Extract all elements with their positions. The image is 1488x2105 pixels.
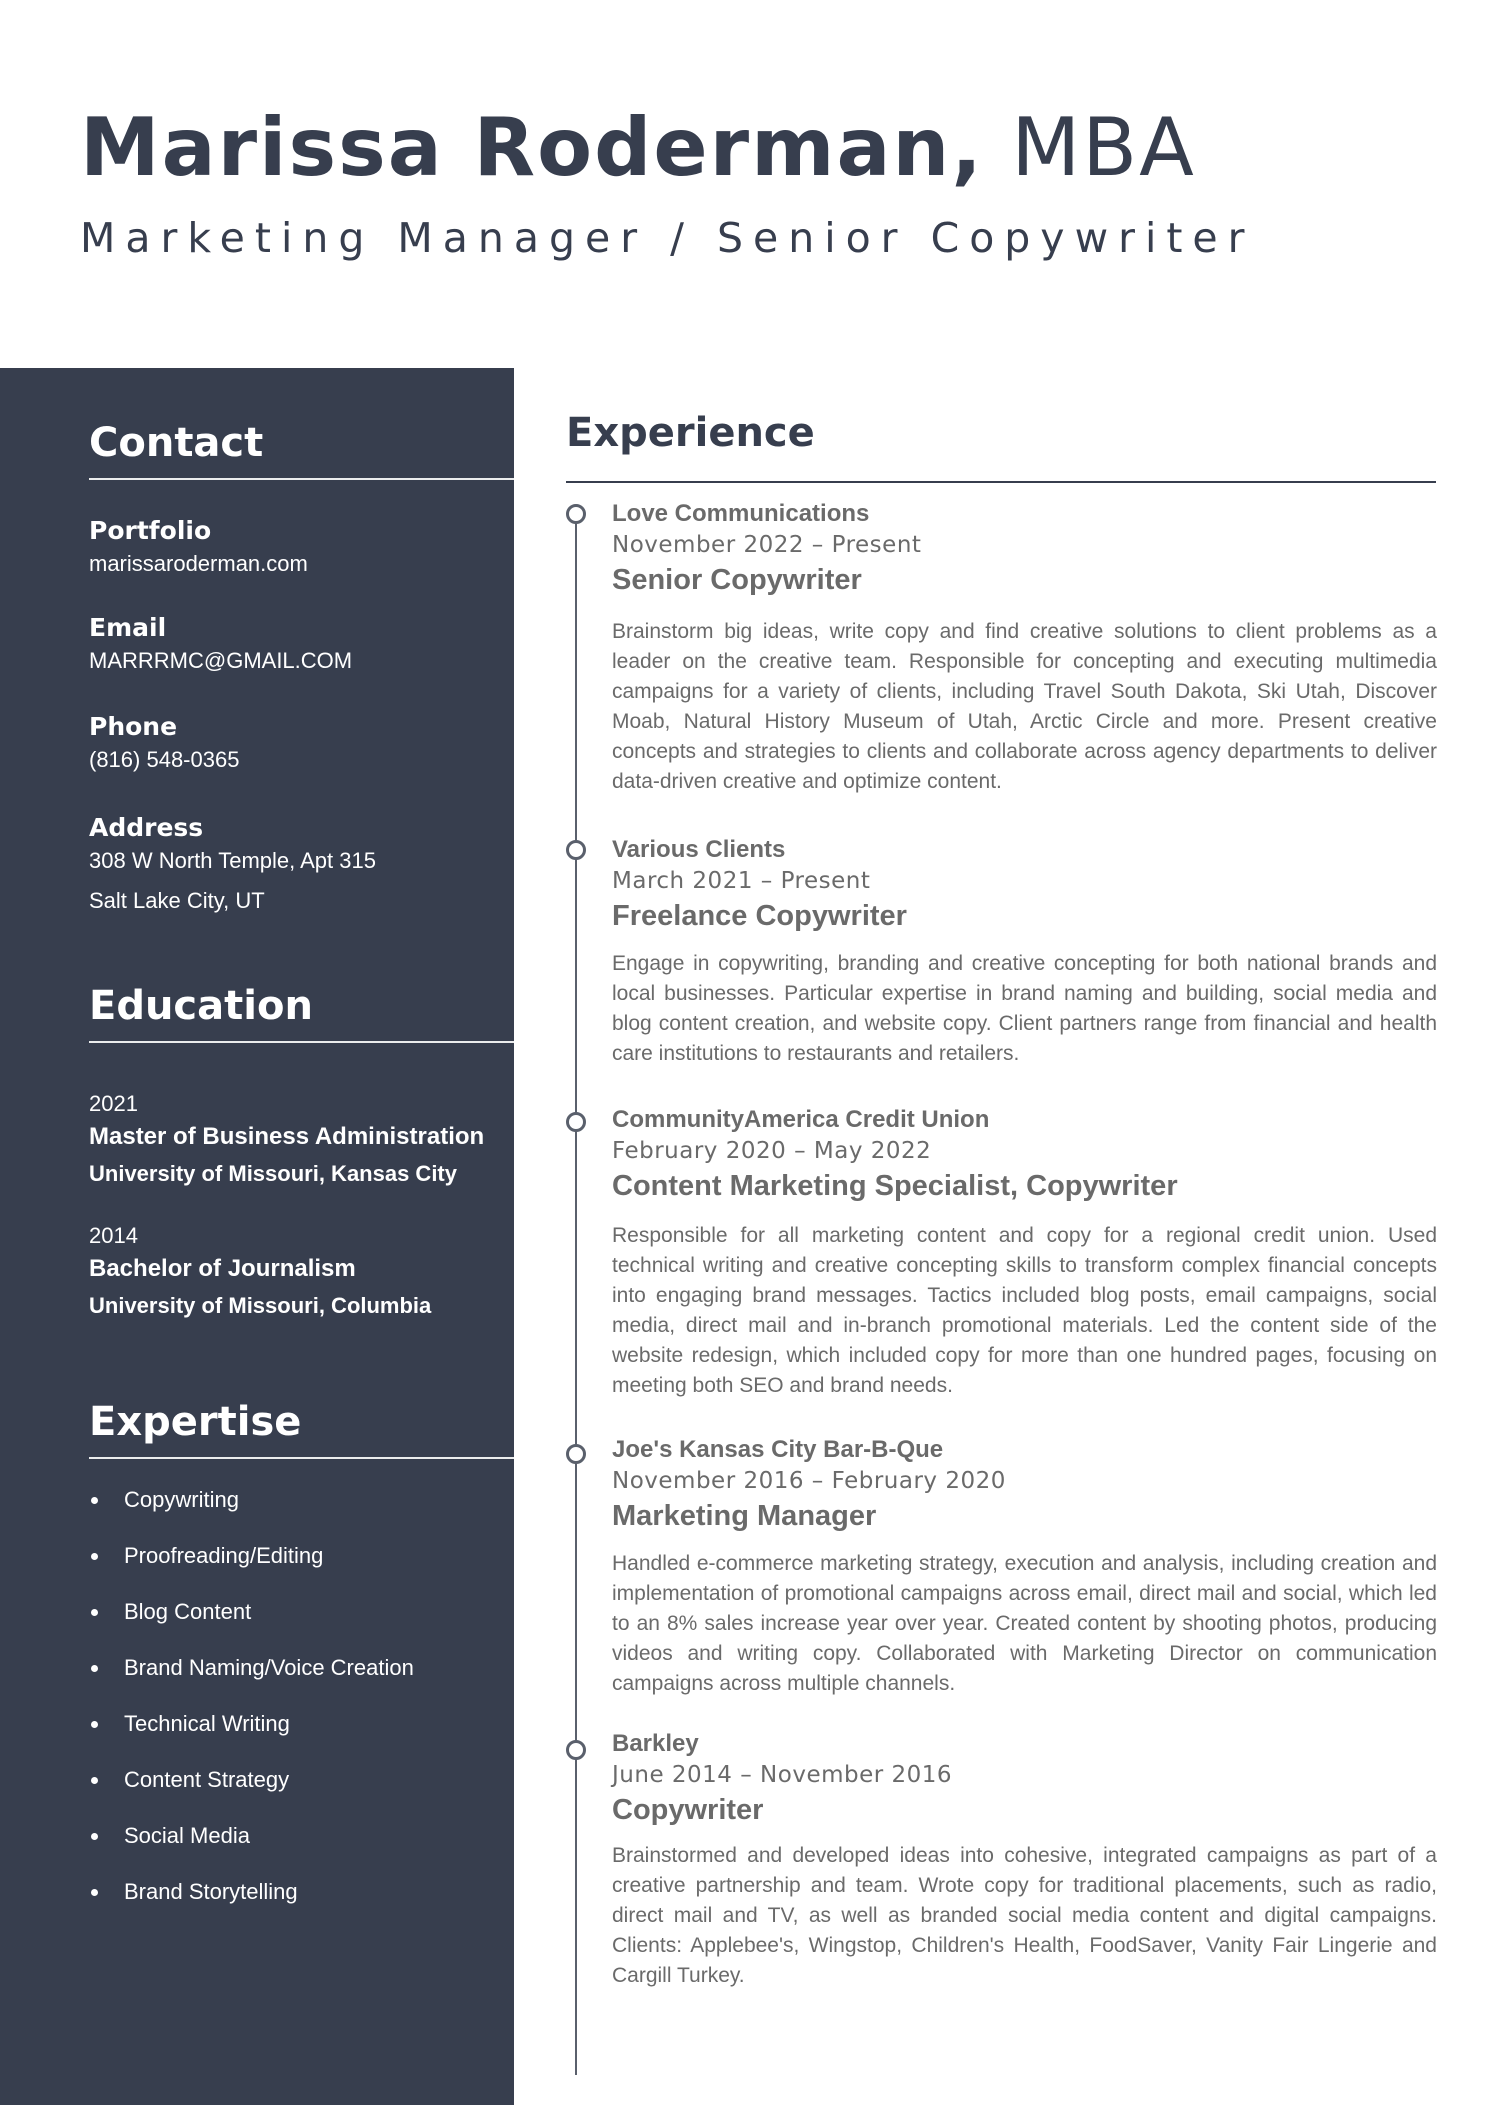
job-description: Responsible for all marketing content and copy for a regional credit union. Used technical writing and creative concepting skills to transform complex financial concepts into engaging brand messages. Tactics included blog posts, email campaigns, social media, direct mail and in-branch promotional materials. Led the content side of the website redesign, which included copy for more than one hundred pages, focusing on meeting both SEO and brand needs. <box>612 1224 1437 1397</box>
education-degree: Master of Business Administration <box>89 1123 485 1150</box>
bullet-icon <box>91 1665 98 1672</box>
job-role: Marketing Manager <box>612 1500 877 1532</box>
contact-portfolio <box>89 516 514 577</box>
bullet-icon <box>91 1553 98 1560</box>
job-role: Copywriter <box>612 1794 764 1826</box>
expertise-item-label: Content Strategy <box>124 1767 290 1792</box>
bullet-icon <box>91 1889 98 1896</box>
email-label: Email <box>89 613 167 642</box>
experience-item <box>612 1730 1437 1991</box>
portfolio-label: Portfolio <box>89 516 212 545</box>
expertise-heading: Expertise <box>89 1399 302 1445</box>
bullet-icon <box>91 1609 98 1616</box>
timeline-node-icon <box>566 504 586 524</box>
job-role: Senior Copywriter <box>612 564 862 596</box>
name-text: Marissa Roderman, <box>80 101 984 194</box>
bullet-icon <box>91 1833 98 1840</box>
address-label: Address <box>89 813 204 842</box>
job-title: Marketing Manager / Senior Copywriter <box>80 214 1255 262</box>
job-company: CommunityAmerica Credit Union <box>612 1106 990 1133</box>
job-description: Handled e-commerce marketing strategy, execution and analysis, including creation and implementation of promotional campaigns across email, direct mail and social, which led to an 8% sales increase year over year. Created content by shooting photos, producing videos and writing copy. Collaborated with Marketing Director on communication campaigns across multiple channels. <box>612 1552 1437 1695</box>
expertise-item-label: Brand Naming/Voice Creation <box>124 1655 414 1680</box>
timeline-node-icon <box>566 840 586 860</box>
contact-divider <box>89 478 514 480</box>
experience-heading: Experience <box>566 410 815 456</box>
job-dates: June 2014 – November 2016 <box>612 1762 953 1788</box>
contact-heading: Contact <box>89 420 264 466</box>
candidate-name <box>80 101 1420 194</box>
expertise-item-label: Brand Storytelling <box>124 1879 298 1904</box>
education-divider <box>89 1041 514 1043</box>
education-heading: Education <box>89 983 313 1029</box>
timeline-line <box>575 515 577 2075</box>
phone-label: Phone <box>89 712 178 741</box>
education-section <box>89 983 514 1319</box>
expertise-item-label: Technical Writing <box>124 1711 290 1736</box>
bullet-icon <box>91 1497 98 1504</box>
expertise-item-label: Proofreading/Editing <box>124 1543 324 1568</box>
expertise-item-label: Blog Content <box>124 1599 252 1624</box>
job-description: Brainstorm big ideas, write copy and find creative solutions to client problems as a leader on the creative team. Responsible for concepting and executing multimedia campaigns for a variety of clients, including Travel South Dakota, Ski Utah, Discover Moab, Natural History Museum of Utah, Arctic Circle and more. Present creative concepts and strategies to clients and collaborate across agency departments to deliver data-driven creative and optimize content. <box>612 620 1437 793</box>
expertise-item <box>89 1823 514 1849</box>
education-degree: Bachelor of Journalism <box>89 1255 356 1282</box>
sidebar <box>0 368 514 2105</box>
job-company: Love Communications <box>612 500 870 527</box>
job-company: Various Clients <box>612 836 786 863</box>
education-school: University of Missouri, Columbia <box>89 1293 432 1318</box>
portfolio-value[interactable]: marissaroderman.com <box>89 551 308 576</box>
expertise-item <box>89 1767 514 1793</box>
experience-item <box>612 1436 1437 1699</box>
expertise-item-label: Social Media <box>124 1823 250 1848</box>
job-dates: November 2016 – February 2020 <box>612 1468 1006 1494</box>
experience-item <box>612 500 1437 797</box>
resume-header <box>80 101 1420 262</box>
bullet-icon <box>91 1777 98 1784</box>
expertise-list <box>89 1487 514 1905</box>
contact-email <box>89 613 514 674</box>
job-dates: February 2020 – May 2022 <box>612 1138 932 1164</box>
job-dates: March 2021 – Present <box>612 868 871 894</box>
education-year: 2021 <box>89 1091 138 1116</box>
expertise-item <box>89 1711 514 1737</box>
education-school: University of Missouri, Kansas City <box>89 1161 457 1186</box>
expertise-divider <box>89 1457 514 1459</box>
timeline-node-icon <box>566 1112 586 1132</box>
credential: MBA <box>1011 101 1196 194</box>
bullet-icon <box>91 1721 98 1728</box>
job-company: Joe's Kansas City Bar-B-Que <box>612 1436 944 1463</box>
contact-address <box>89 813 514 914</box>
experience-section <box>566 410 1436 456</box>
address-line2: Salt Lake City, UT <box>89 888 265 913</box>
job-description: Engage in copywriting, branding and creative concepting for both national brands and local businesses. Particular expertise in brand naming and building, social media and blog content creation, and website copy. Client partners range from financial and health care institutions to restaurants and retailers. <box>612 952 1437 1065</box>
expertise-item-label: Copywriting <box>124 1487 239 1512</box>
email-value[interactable]: MARRRMC@GMAIL.COM <box>89 648 353 673</box>
education-item <box>89 1091 514 1187</box>
job-role: Freelance Copywriter <box>612 900 907 932</box>
contact-section <box>89 420 514 914</box>
expertise-item <box>89 1487 514 1513</box>
experience-item <box>612 1106 1437 1401</box>
job-company: Barkley <box>612 1730 699 1757</box>
address-line1: 308 W North Temple, Apt 315 <box>89 848 376 873</box>
expertise-item <box>89 1655 514 1681</box>
expertise-item <box>89 1599 514 1625</box>
contact-phone <box>89 712 514 773</box>
timeline-node-icon <box>566 1444 586 1464</box>
education-item <box>89 1223 514 1319</box>
phone-value: (816) 548-0365 <box>89 747 240 772</box>
experience-divider <box>566 481 1436 483</box>
education-year: 2014 <box>89 1223 138 1248</box>
expertise-item <box>89 1543 514 1569</box>
expertise-section <box>89 1399 514 1935</box>
job-description: Brainstormed and developed ideas into cohesive, integrated campaigns as part of a creative partnership and team. Wrote copy for traditional placements, such as radio, direct mail and TV, as well as branded social media content and digital campaigns. Clients: Applebee's, Wingstop, Children's Health, FoodSaver, Vanity Fair Lingerie and Cargill Turkey. <box>612 1844 1437 1987</box>
job-role: Content Marketing Specialist, Copywriter <box>612 1170 1178 1202</box>
job-dates: November 2022 – Present <box>612 532 922 558</box>
expertise-item <box>89 1879 514 1905</box>
experience-item <box>612 836 1437 1069</box>
timeline-node-icon <box>566 1740 586 1760</box>
